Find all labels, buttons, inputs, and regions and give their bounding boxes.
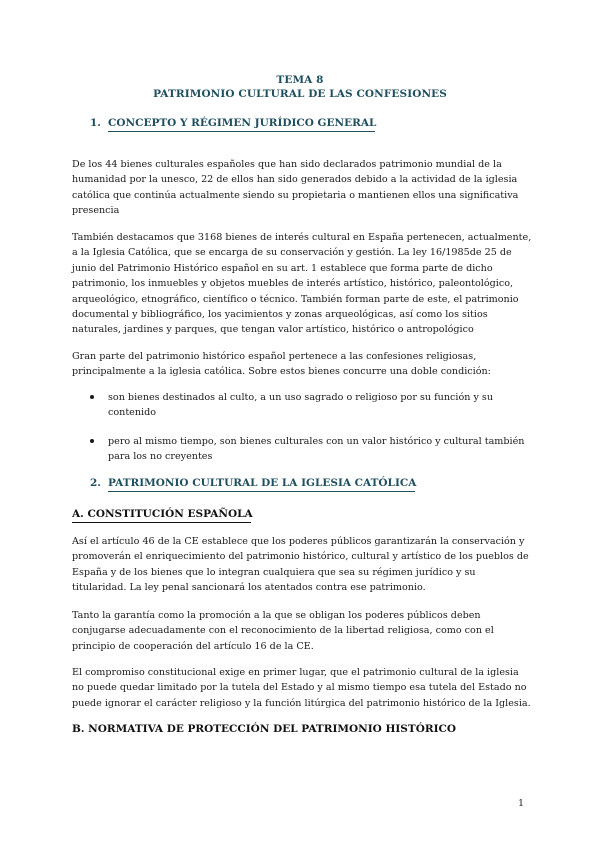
list-item-text: pero al mismo tiempo, son bienes culturales con un valor histórico y cultural también para los no creyentes bbox=[108, 436, 525, 463]
section1-paragraph-3: Gran parte del patrimonio histórico español pertenece a las confesiones religiosas, principalmente a la iglesia católica. Sobre estos bienes concurre una doble condición: bbox=[72, 351, 491, 378]
section2-heading-text: PATRIMONIO CULTURAL DE LA IGLESIA CATÓLICA bbox=[108, 477, 417, 489]
section2-number: 2. bbox=[90, 477, 101, 489]
section1-number: 1. bbox=[90, 117, 101, 129]
list-item bbox=[90, 390, 530, 421]
subsection-a-paragraph-3: El compromiso constitucional exige en primer lugar, que el patrimonio cultural de la iglesia no puede quedar limitado por la tutela del Estado y al mismo tiempo esa tutela del Estado no puede ignorar el carácter religioso y la función litúrgica del patrimonio histórico de la Iglesia. bbox=[72, 667, 531, 709]
subsection-b-heading: B. NORMATIVA DE PROTECCIÓN DEL PATRIMONIO HISTÓRICO bbox=[72, 723, 456, 735]
list-item bbox=[90, 434, 530, 465]
bullet-dot-icon bbox=[90, 439, 94, 443]
page-number: 1 bbox=[518, 798, 525, 809]
section1-heading-underline bbox=[108, 131, 375, 132]
section1-heading-text: CONCEPTO Y RÉGIMEN JURÍDICO GENERAL bbox=[108, 117, 377, 129]
section2-heading bbox=[90, 477, 416, 489]
subsection-a-underline bbox=[72, 522, 251, 523]
subsection-a-heading: A. CONSTITUCIÓN ESPAÑOLA bbox=[72, 508, 253, 520]
bullet-dot-icon bbox=[90, 395, 94, 399]
section1-paragraph-1: De los 44 bienes culturales españoles que han sido declarados patrimonio mundial de la humanidad por la unesco, 22 de ellos han sido generados debido a la actividad de la iglesia católica que continúa actualmente siendo su propietaria o mantienen ellos una significativa presencia bbox=[72, 159, 519, 217]
section2-heading-underline bbox=[108, 491, 415, 492]
subsection-a-paragraph-2: Tanto la garantía como la promoción a la que se obligan los poderes públicos deben conjugarse adecuadamente con el reconocimiento de la libertad religiosa, como con el principio de cooperación del artículo 16 de la CE. bbox=[72, 610, 494, 652]
document-title-topic: TEMA 8 bbox=[276, 74, 324, 86]
section1-paragraph-2: También destacamos que 3168 bienes de interés cultural en España pertenecen, actualmente, a la Iglesia Católica, que se encarga de su conservación y gestión. La ley 16/1985de 25 de junio del Patrimonio Histórico español en su art. 1 establece que forma parte de dicho patrimonio, los inmuebles y objetos muebles de interés artístico, histórico, paleontológico, arqueológico, etnográfico, científico o técnico. También forman parte de este, el patrimonio documental y bibliográfico, los yacimientos y zonas arqueológicas, así como los sitios naturales, jardines y parques, que tengan valor artístico, histórico o antropológico bbox=[72, 232, 532, 336]
section1-heading bbox=[90, 117, 376, 129]
document-title-main: PATRIMONIO CULTURAL DE LAS CONFESIONES bbox=[153, 88, 447, 100]
subsection-a-paragraph-1: Así el artículo 46 de la CE establece que los poderes públicos garantizarán la conservación y promoverán el enriquecimiento del patrimonio histórico, cultural y artístico de los pueblos de España y de los bienes que lo integran cualquiera que sea su régimen jurídico y su titularidad. La ley penal sancionará los atentados contra ese patrimonio. bbox=[72, 536, 529, 594]
list-item-text: son bienes destinados al culto, a un uso sagrado o religioso por su función y su contenido bbox=[108, 392, 494, 419]
